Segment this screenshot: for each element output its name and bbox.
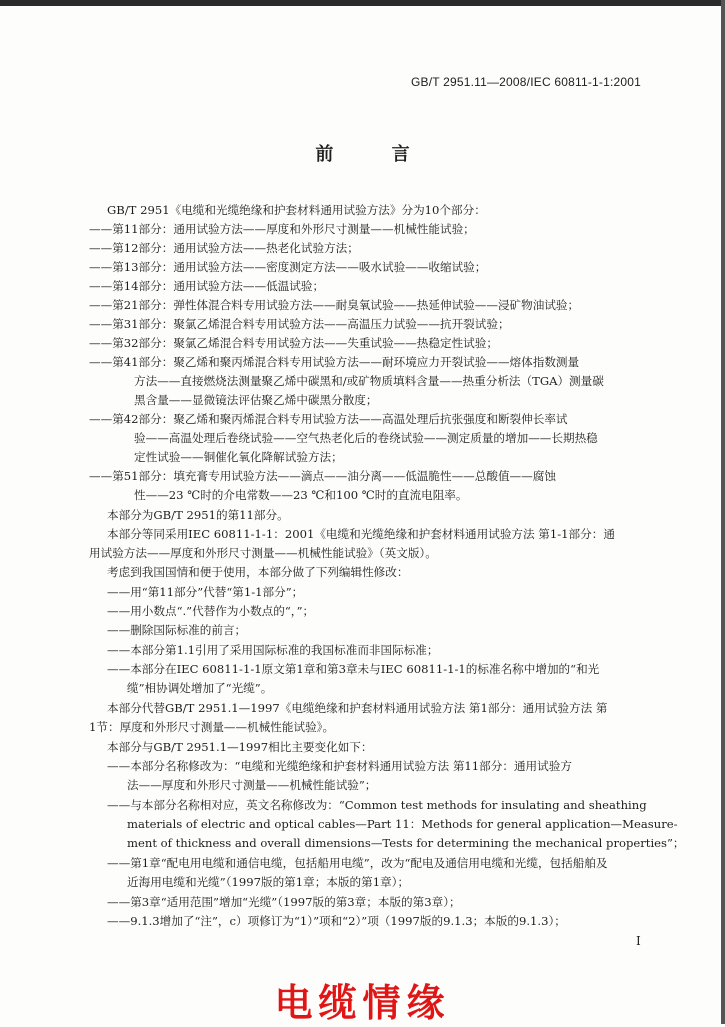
list-item: ——与本部分名称相对应，英文名称修改为：“Common test methods for insulating and sheathing: [107, 798, 647, 812]
text-line: 考虑到我国国情和便于使用，本部分做了下列编辑性修改：: [107, 565, 409, 579]
list-item: ——第51部分：填充膏专用试验方法——滴点——油分离——低温脆性——总酸值——腐蚀: [89, 469, 556, 483]
list-item: ——第31部分：聚氯乙烯混合料专用试验方法——高温压力试验——抗开裂试验；: [89, 317, 510, 331]
list-item-continuation: 性——23 ℃时的介电常数——23 ℃和100 ℃时的直流电阻率。: [134, 488, 468, 502]
list-item-continuation: ment of thickness and overall dimensions—Tests for determining the mechanical properties”；: [127, 836, 685, 850]
text-line: 本部分与GB/T 2951.1—1997相比主要变化如下：: [107, 740, 373, 754]
list-item: ——第1章“配电用电缆和通信电缆，包括船用电缆”，改为“配电及通信用电缆和光缆，包括船舶及: [107, 856, 608, 870]
list-item: ——9.1.3增加了“注”，c）项修订为“1）”项和“2）”项（1997版的9.1.3；本版的9.1.3）；: [107, 914, 566, 928]
text-line: 本部分代替GB/T 2951.1—1997《电缆绝缘和护套材料通用试验方法 第1部分：通用试验方法 第: [107, 701, 608, 715]
list-item: ——第41部分：聚乙烯和聚丙烯混合料专用试验方法——耐环境应力开裂试验——熔体指数测量: [89, 355, 580, 369]
text-line: GB/T 2951《电缆和光缆绝缘和护套材料通用试验方法》分为10个部分：: [107, 203, 486, 217]
text-line-continuation: 1节：厚度和外形尺寸测量——机械性能试验》。: [89, 720, 335, 734]
list-item-continuation: materials of electric and optical cables—Part 11：Methods for general application—Measure-: [127, 817, 678, 831]
list-item-continuation: 黑含量——显微镜法评估聚乙烯中碳黑分散度；: [134, 393, 378, 407]
list-item-continuation: 验——高温处理后卷绕试验——空气热老化后的卷绕试验——测定质量的增加——长期热稳: [134, 431, 598, 445]
list-item-continuation: 法——厚度和外形尺寸测量——机械性能试验”；: [127, 778, 377, 792]
top-border: [0, 0, 725, 6]
list-item-continuation: 方法——直接燃烧法测量聚乙烯中碳黑和/或矿物质填料含量——热重分析法（TGA）测量碳: [134, 374, 604, 388]
list-item: ——第3章“适用范围”增加“光缆”（1997版的第3章；本版的第3章）；: [107, 895, 461, 909]
list-item: ——本部分名称修改为：“电缆和光缆绝缘和护套材料通用试验方法 第11部分：通用试验方: [107, 759, 572, 773]
standard-code: GB/T 2951.11—2008/IEC 60811-1-1:2001: [410, 75, 641, 89]
list-item: ——第21部分：弹性体混合料专用试验方法——耐臭氧试验——热延伸试验——浸矿物油试验；: [89, 298, 580, 312]
list-item: ——第12部分：通用试验方法——热老化试验方法；: [89, 241, 359, 255]
list-item: ——第13部分：通用试验方法——密度测定方法——吸水试验——收缩试验；: [89, 260, 487, 274]
list-item: ——第14部分：通用试验方法——低温试验；: [89, 279, 325, 293]
list-item: ——用小数点“.”代替作为小数点的“，”；: [107, 604, 315, 618]
page-number: I: [636, 934, 641, 948]
list-item: ——第32部分：聚氯乙烯混合料专用试验方法——失重试验——热稳定性试验；: [89, 336, 498, 350]
list-item: ——本部分第1.1引用了采用国际标准的我国标准而非国际标准；: [107, 643, 439, 657]
list-item: ——本部分在IEC 60811-1-1原文第1章和第3章未与IEC 60811-1-1的标准名称中增加的“和光: [107, 662, 600, 676]
list-item: ——第11部分：通用试验方法——厚度和外形尺寸测量——机械性能试验；: [89, 222, 475, 236]
list-item-continuation: 近海用电缆和光缆”（1997版的第1章；本版的第1章）；: [127, 875, 410, 889]
list-item-continuation: 定性试验——铜催化氧化降解试验方法；: [134, 450, 343, 464]
text-line: 本部分为GB/T 2951的第11部分。: [107, 508, 289, 522]
text-line-continuation: 用试验方法——厚度和外形尺寸测量——机械性能试验》（英文版）。: [89, 546, 437, 560]
text-line: 本部分等同采用IEC 60811-1-1：2001《电缆和光缆绝缘和护套材料通用试验方法 第1-1部分：通: [107, 527, 615, 541]
list-item: ——删除国际标准的前言；: [107, 623, 247, 637]
list-item: ——第42部分：聚乙烯和聚丙烯混合料专用试验方法——高温处理后抗张强度和断裂伸长率试: [89, 412, 568, 426]
watermark-stamp: 电缆情缘: [274, 981, 451, 1025]
list-item: ——用“第11部分”代替“第1-1部分”；: [107, 585, 304, 599]
page-title: 前 言: [315, 144, 436, 165]
list-item-continuation: 缆”相协调处增加了“光缆”。: [127, 681, 273, 695]
